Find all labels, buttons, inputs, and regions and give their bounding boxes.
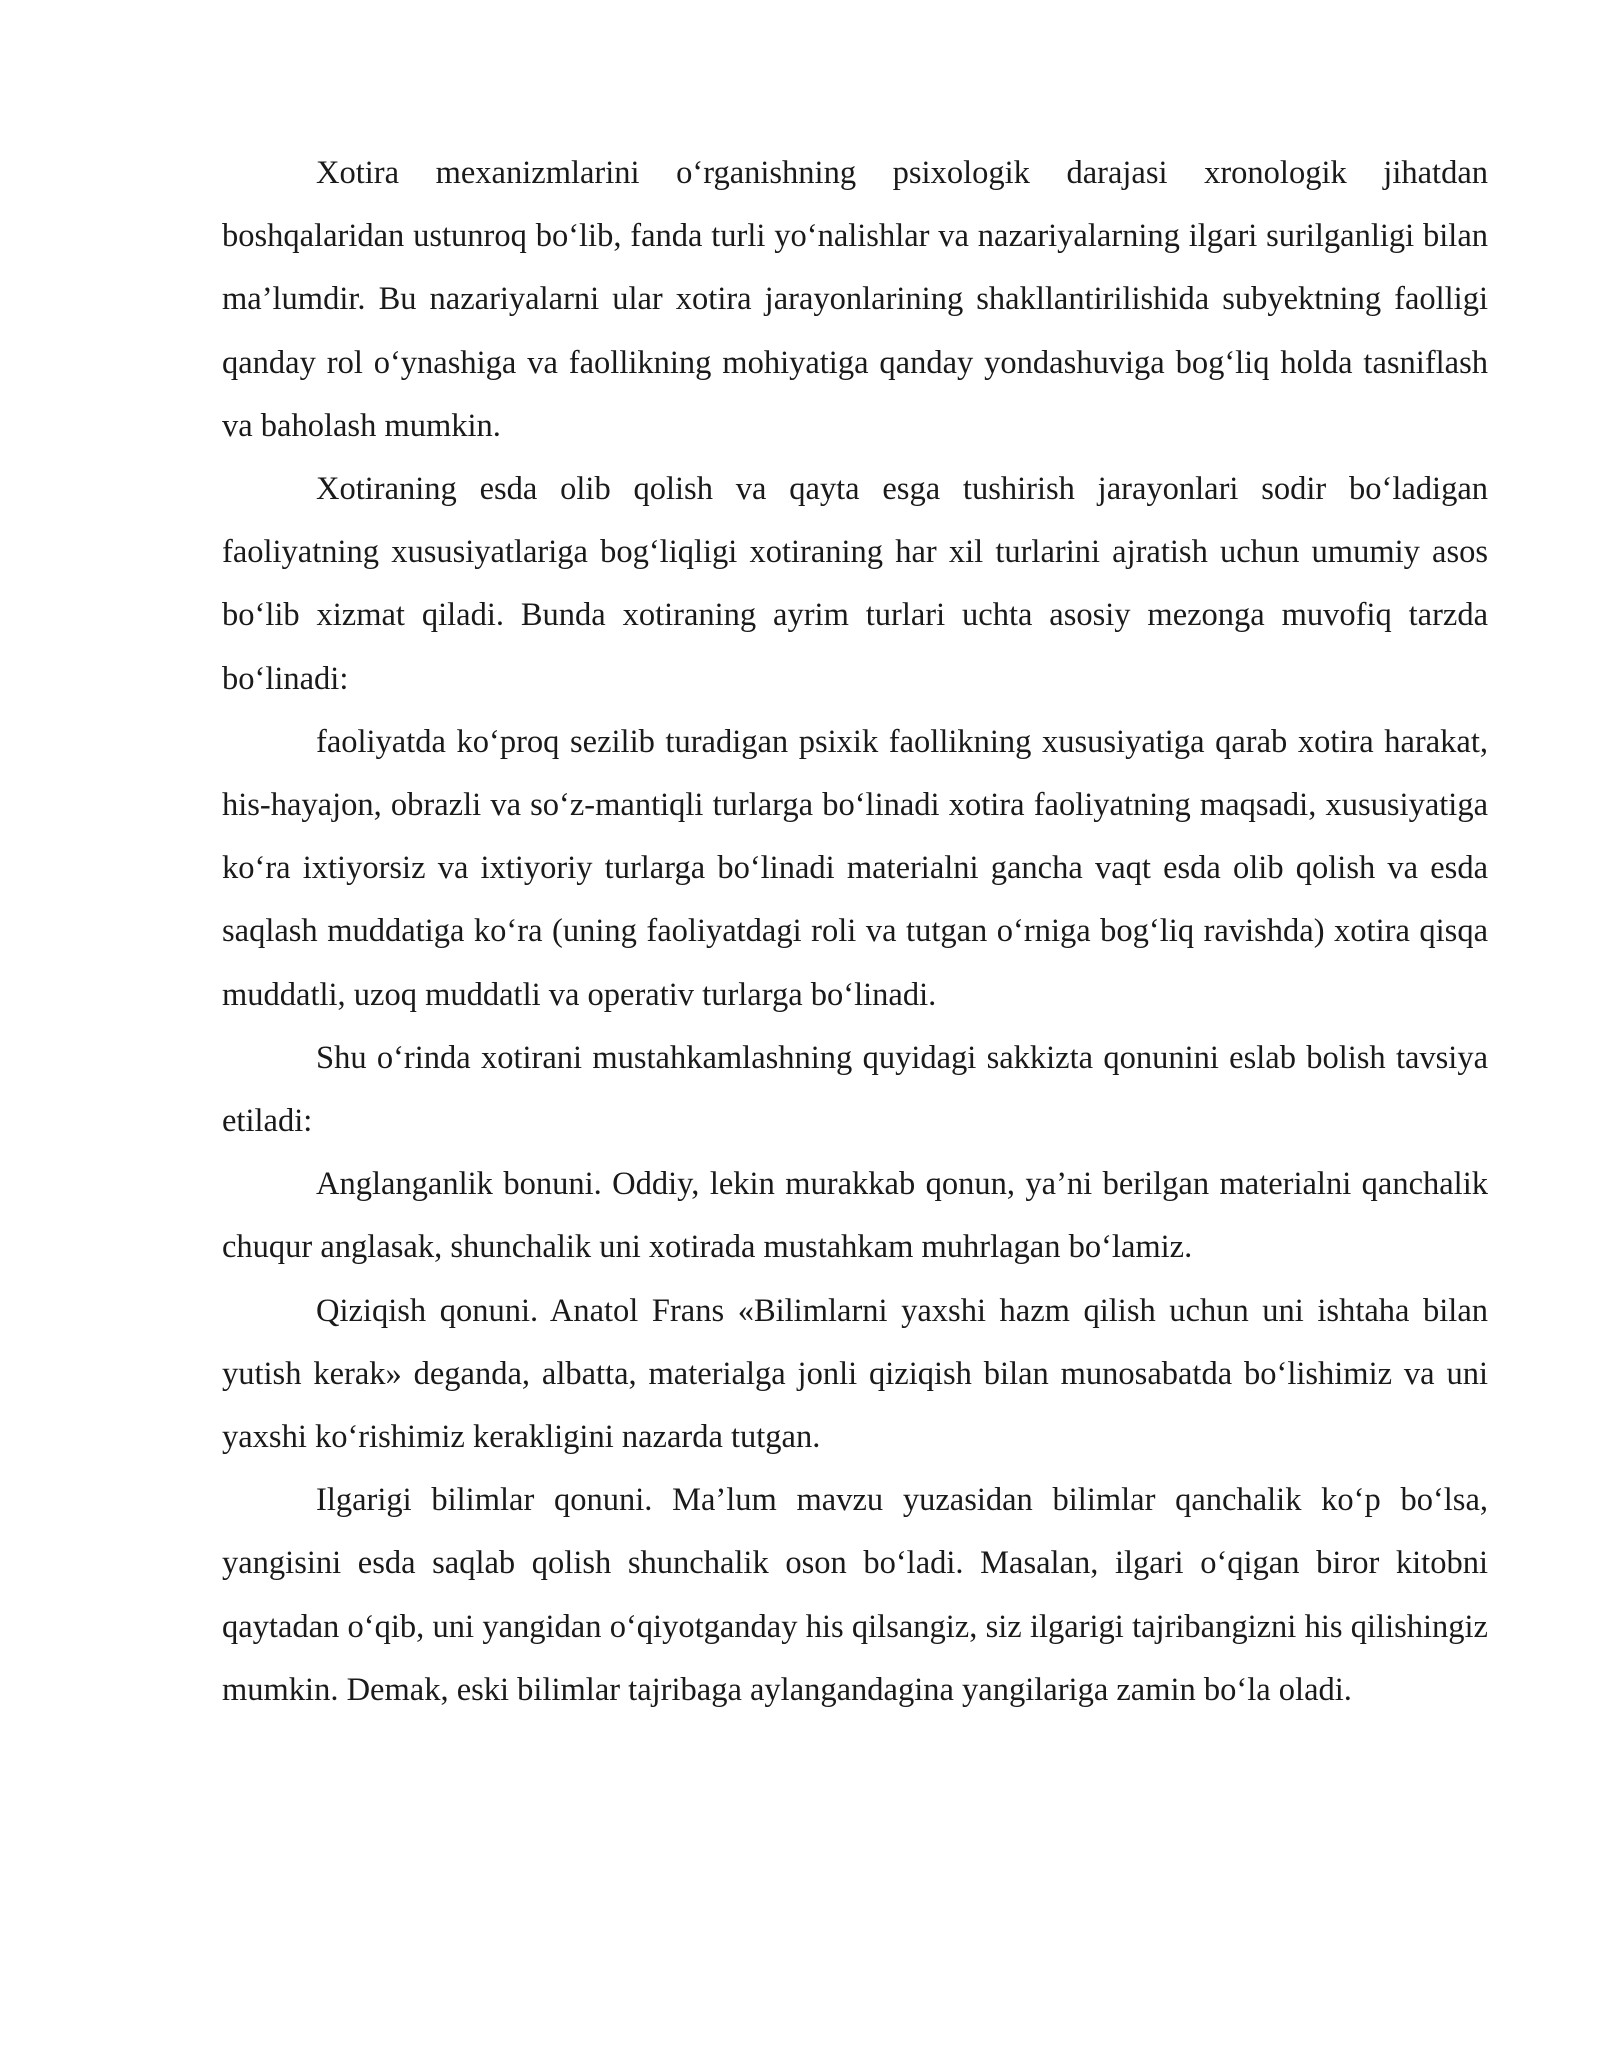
paragraph-memory-types-basis: Xotiraning esda olib qolish va qayta esga tushirish jarayonlari sodir bo‘ladigan faoliyatning xususiyatlariga bog‘liqligi xotiraning har xil turlarini ajratish uchun umumiy asos bo‘lib xizmat qiladi. Bunda xotiraning ayrim turlari uchta asosiy mezonga muvofiq tarzda bo‘linadi:: [222, 471, 1488, 697]
paragraph-law-comprehension: Anglanganlik bonuni. Oddiy, lekin murakkab qonun, ya’ni berilgan materialni qanchalik chuqur anglasak, shunchalik uni xotirada mustahkam muhrlagan bo‘lamiz.: [222, 1166, 1488, 1266]
paragraph-law-interest: Qiziqish qonuni. Anatol Frans «Bilimlarni yaxshi hazm qilish uchun uni ishtaha bilan yutish kerak» deganda, albatta, materialga jonli qiziqish bilan munosabatda bo‘lishimiz va uni yaxshi ko‘rishimiz kerakligini nazarda tutgan.: [222, 1292, 1488, 1456]
paragraph-memory-criteria: faoliyatda ko‘proq sezilib turadigan psixik faollikning xususiyatiga qarab xotira harakat, his-hayajon, obrazli va so‘z-mantiqli turlarga bo‘linadi xotira faoliyatning maqsadi, xususiyatiga ko‘ra ixtiyorsiz va ixtiyoriy turlarga bo‘linadi materialni gancha vaqt esda olib qolish va esda saqlash muddatiga ko‘ra (uning faoliyatdagi roli va tutgan o‘rniga bog‘liq ravishda) xotira qisqa muddatli, uzoq muddatli va operativ turlarga bo‘linadi.: [222, 723, 1488, 1013]
paragraph-law-prior-knowledge: Ilgarigi bilimlar qonuni. Ma’lum mavzu yuzasidan bilimlar qanchalik ko‘p bo‘lsa, yangisini esda saqlab qolish shunchalik oson bo‘ladi. Masalan, ilgari o‘qigan biror kitobni qaytadan o‘qib, uni yangidan o‘qiyotganday his qilsangiz, siz ilgarigi tajribangizni his qilishingiz mumkin. Demak, eski bilimlar tajribaga aylangandagina yangilariga zamin bo‘la oladi.: [222, 1482, 1488, 1708]
paragraph-eight-laws-intro: Shu o‘rinda xotirani mustahkamlashning quyidagi sakkizta qonunini eslab bolish tavsiya etiladi:: [222, 1039, 1488, 1140]
document-body: [222, 142, 1488, 1722]
paragraph-memory-mechanisms: Xotira mexanizmlarini o‘rganishning psixologik darajasi xronologik jihatdan boshqalaridan ustunroq bo‘lib, fanda turli yo‘nalishlar va nazariyalarning ilgari surilganligi bilan ma’lumdir. Bu nazariyalarni ular xotira jarayonlarining shakllantirilishida subyektning faolligi qanday rol o‘ynashiga va faollikning mohiyatiga qanday yondashuviga bog‘liq holda tasniflash va baholash mumkin.: [222, 155, 1488, 444]
